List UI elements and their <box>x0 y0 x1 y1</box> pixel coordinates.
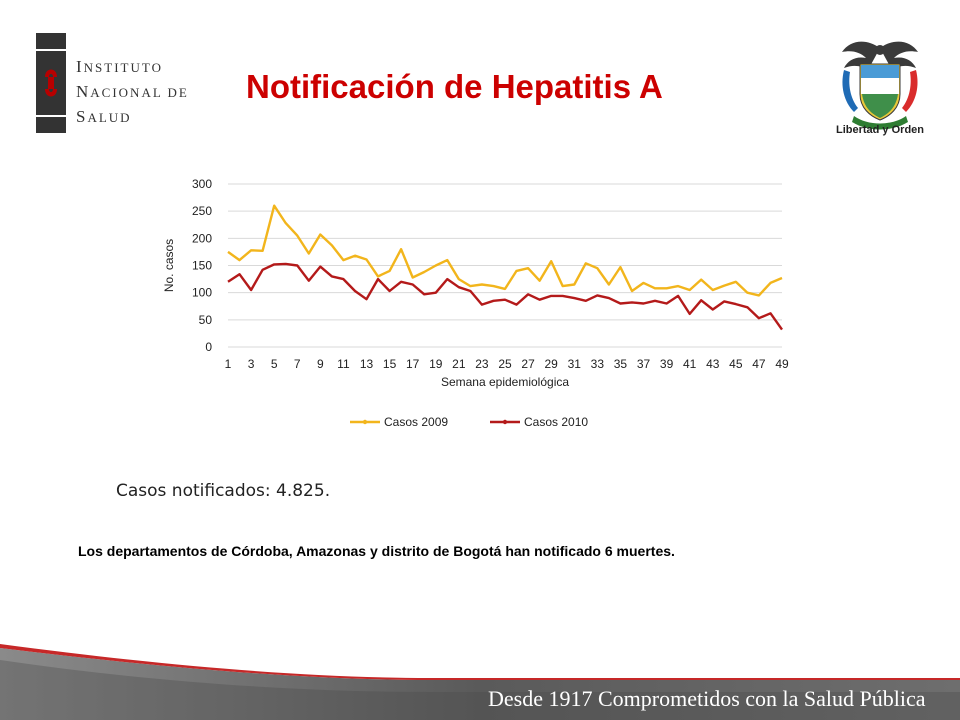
legend-label: Casos 2009 <box>384 415 449 429</box>
x-tick-label: 45 <box>729 357 743 371</box>
x-tick-label: 29 <box>544 357 558 371</box>
x-tick-label: 9 <box>316 357 324 371</box>
legend-marker <box>363 420 367 424</box>
y-tick-label: 0 <box>205 340 212 354</box>
institute-logo <box>34 33 189 135</box>
x-tick-label: 3 <box>247 357 255 371</box>
y-tick-label: 300 <box>191 177 212 191</box>
logo-line: NACIONAL DE <box>76 82 189 101</box>
x-tick-label: 25 <box>498 357 512 371</box>
logo-line: INSTITUTO <box>76 57 163 76</box>
x-tick-label: 23 <box>475 357 489 371</box>
chart-legend <box>350 415 588 429</box>
y-tick-label: 250 <box>191 204 212 219</box>
page-title: Notificación de Hepatitis A <box>246 68 663 105</box>
x-tick-label: 13 <box>359 357 374 371</box>
legend-marker <box>503 420 507 424</box>
coat-of-arms-caption: Libertad y Orden <box>835 124 925 136</box>
x-tick-label: 47 <box>752 357 766 371</box>
y-tick-label: 200 <box>191 231 212 246</box>
x-tick-label: 1 <box>224 357 232 371</box>
ins-logo-icon <box>34 33 68 135</box>
x-axis-label: Semana epidemiológica <box>440 375 570 389</box>
x-tick-label: 11 <box>337 357 350 371</box>
cases-line-chart <box>150 170 810 445</box>
x-tick-label: 33 <box>590 357 605 371</box>
y-tick-label: 150 <box>191 258 212 273</box>
x-tick-label: 41 <box>682 357 697 371</box>
y-axis-label: No. casos <box>162 238 176 293</box>
x-tick-label: 35 <box>613 357 628 371</box>
x-tick-label: 7 <box>293 357 301 371</box>
series-line-2009 <box>228 206 782 296</box>
x-tick-label: 15 <box>382 357 397 371</box>
y-tick-label: 50 <box>198 312 212 327</box>
deaths-note: Los departamentos de Córdoba, Amazonas y distrito de Bogotá han notificado 6 muertes. <box>78 543 675 559</box>
institute-name <box>76 55 189 130</box>
x-tick-label: 31 <box>567 357 581 371</box>
y-tick-label: 100 <box>191 285 212 300</box>
cases-summary: Casos notificados: 4.825. <box>116 481 331 501</box>
footer-tagline: Desde 1917 Comprometidos con la Salud Pública <box>488 686 926 711</box>
x-tick-label: 5 <box>270 357 278 371</box>
x-tick-label: 49 <box>775 357 789 371</box>
legend-label: Casos 2010 <box>524 415 589 429</box>
x-tick-label: 27 <box>521 357 535 371</box>
x-tick-label: 21 <box>452 357 466 371</box>
logo-line: SALUD <box>76 107 132 126</box>
x-tick-label: 43 <box>706 357 720 371</box>
x-tick-label: 39 <box>659 357 674 371</box>
x-tick-label: 19 <box>429 357 443 371</box>
x-tick-label: 37 <box>636 357 651 371</box>
x-tick-label: 17 <box>405 357 420 371</box>
